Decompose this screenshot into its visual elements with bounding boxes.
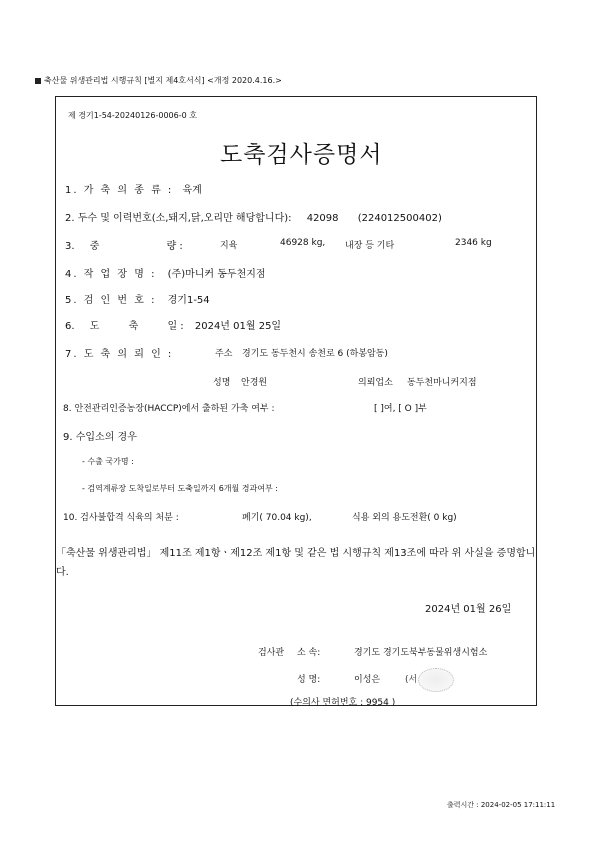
item-kind-value: 육계 <box>182 185 202 196</box>
item-plant-value: (주)마니커 동두천지점 <box>167 269 266 280</box>
requester-company: 동두천마니커지점 <box>407 378 477 388</box>
item-weight-label-num: 3. <box>65 241 75 252</box>
inspector-name: 이성은 <box>354 675 381 685</box>
requester-name-label: 성명 <box>213 378 231 388</box>
inspector-role: 검사관 <box>258 648 285 658</box>
import-country: - 수출 국가명 : <box>82 457 134 466</box>
official-seal <box>418 668 454 692</box>
item-import-label: 9. 수입소의 경우 <box>63 432 137 443</box>
square-bullet-icon <box>35 78 41 84</box>
carcass-value: 46928 kg, <box>280 238 326 248</box>
item-requester-label: 7. 도 축 의 뢰 인 : <box>65 349 174 360</box>
item-inspection-no <box>65 291 210 306</box>
item-haccp-options: [ ]여, [ O ]부 <box>374 404 427 414</box>
issue-date: 2024년 01월 26일 <box>425 604 512 615</box>
requester-address: 경기도 동두천시 송천로 6 (하봉암동) <box>242 349 388 359</box>
inspector-affiliation: 경기도 경기도북부동물위생시험소 <box>354 648 488 658</box>
seal-text: (서 <box>405 675 418 685</box>
item-slaughter-date-b: 축 <box>128 321 139 332</box>
other-value: 2346 kg <box>455 238 492 248</box>
regulation-header: 축산물 위생관리법 시행규칙 [별지 제4호서식] <개정 2020.4.16.> <box>35 75 282 86</box>
document-title: 도축검사증명서 <box>220 142 383 168</box>
other-label: 내장 등 기타 <box>345 241 395 251</box>
item-weight <box>65 237 183 252</box>
requester-name: 안경원 <box>241 378 268 388</box>
import-period: - 검역계류장 도착일로부터 도축일까지 6개월 경과여부 : <box>82 484 278 493</box>
inspector-license: (수의사 면허번호 : 9954 ) <box>290 698 396 708</box>
disposal-other: 식용 외의 용도전환( 0 kg) <box>352 513 457 523</box>
item-head-count-value: 42098 <box>306 213 339 224</box>
inspector-affiliation-label: 소 속: <box>297 648 321 658</box>
certification-statement: 「축산물 위생관리법」 제11조 제1항ㆍ제12조 제1항 및 같은 법 시행규칙 제13조에 따라 위 사실을 증명합니다. <box>56 548 536 578</box>
item-kind-label: 1. 가 축 의 종 류 : <box>65 185 174 196</box>
item-disposal-label: 10. 검사불합격 식육의 처분 : <box>63 513 179 523</box>
requester-company-label: 의뢰업소 <box>358 378 393 388</box>
item-kind <box>65 181 202 196</box>
item-head-count-label: 2. 두수 및 이력번호(소,돼지,닭,오리만 해당합니다): <box>65 213 292 224</box>
item-slaughter-date-value: 2024년 01월 25일 <box>194 321 282 332</box>
item-slaughter-date-num: 6. <box>65 321 75 332</box>
item-slaughter-date-c: 일 : <box>167 321 184 332</box>
carcass-label: 지육 <box>220 241 238 251</box>
item-weight-label-a: 중 <box>89 241 100 252</box>
disposal-discard: 폐기( 70.04 kg), <box>242 513 312 523</box>
item-plant-label: 4. 작 업 장 명 : <box>65 269 157 280</box>
inspector-name-label: 성 명: <box>297 675 321 685</box>
item-inspection-no-label: 5. 검 인 번 호 : <box>65 295 157 306</box>
output-time: 출력시간 : 2024-02-05 17:11:11 <box>447 801 556 809</box>
item-weight-label-b: 량 : <box>166 241 183 252</box>
item-slaughter-date-a: 도 <box>89 321 100 332</box>
item-haccp-label: 8. 안전관리인증농장(HACCP)에서 출하된 가축 여부 : <box>63 404 275 414</box>
requester-address-label: 주소 <box>215 349 233 359</box>
item-trace-number: (224012500402) <box>357 213 442 224</box>
item-head-count <box>65 209 442 224</box>
item-plant <box>65 265 266 280</box>
document-number: 제 경기1-54-20240126-0006-0 호 <box>68 111 197 120</box>
item-inspection-no-value: 경기1-54 <box>167 295 210 306</box>
item-slaughter-date <box>65 317 281 332</box>
